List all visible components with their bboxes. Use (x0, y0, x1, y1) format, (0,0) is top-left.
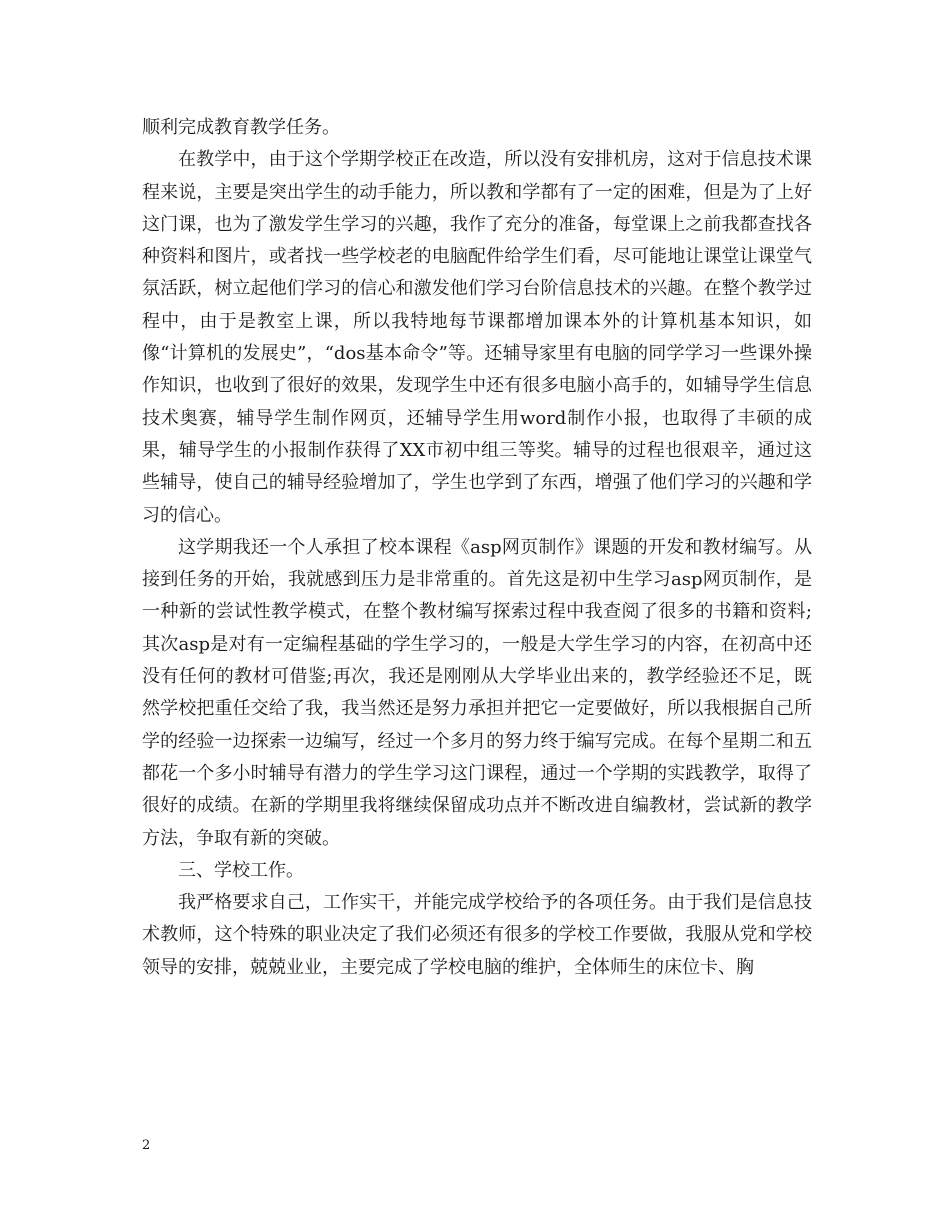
page-number: 2 (142, 1138, 151, 1153)
paragraph-4: 我严格要求自己，工作实干，并能完成学校给予的各项任务。由于我们是信息技术教师，这个特殊的职业决定了我们必须还有很多的学校工作要做，我服从党和学校领导的安排，兢兢业业，主要完成了学校电脑的维护，全体师生的床位卡、胸 (142, 892, 812, 978)
section-heading: 三、学校工作。 (178, 859, 304, 881)
paragraph-2: 在教学中，由于这个学期学校正在改造，所以没有安排机房，这对于信息技术课程来说，主要是突出学生的动手能力，所以教和学都有了一定的困难，但是为了上好这门课，也为了激发学生学习的兴趣，我作了充分的准备，每堂课上之前我都查找各种资料和图片，或者找一些学校老的电脑配件给学生们看，尽可能地让课堂让课堂气氛活跃，树立起他们学习的信心和激发他们学习台阶信息技术的兴趣。在整个教学过程中，由于是教室上课，所以我特地每节课都增加课本外的计算机基本知识，如像“计算机的发展史”，“dos基本命令”等。还辅导家里有电脑的同学学习一些课外操作知识，也收到了很好的效果，发现学生中还有很多电脑小高手的，如辅导学生信息技术奥赛，辅导学生制作网页，还辅导学生用word制作小报，也取得了丰硕的成果，辅导学生的小报制作获得了XX市初中组三等奖。辅导的过程也很艰辛，通过这些辅导，使自己的辅导经验增加了，学生也学到了东西，增强了他们学习的兴趣和学习的信心。 (142, 149, 812, 526)
document-body (142, 112, 812, 984)
paragraph-3: 这学期我还一个人承担了校本课程《asp网页制作》课题的开发和教材编写。从接到任务的开始，我就感到压力是非常重的。首先这是初中生学习asp网页制作，是一种新的尝试性教学模式，在整个教材编写探索过程中我查阅了很多的书籍和资料;其次asp是对有一定编程基础的学生学习的，一般是大学生学习的内容，在初高中还没有任何的教材可借鉴;再次，我还是刚刚从大学毕业出来的，教学经验还不足，既然学校把重任交给了我，我当然还是努力承担并把它一定要做好，所以我根据自己所学的经验一边探索一边编写，经过一个多月的努力终于编写完成。在每个星期二和五都花一个多小时辅导有潜力的学生学习这门课程，通过一个学期的实践教学，取得了很好的成绩。在新的学期里我将继续保留成功点并不断改进自编教材，尝试新的教学方法，争取有新的突破。 (142, 536, 812, 849)
paragraph-1: 顺利完成教育教学任务。 (142, 117, 340, 138)
